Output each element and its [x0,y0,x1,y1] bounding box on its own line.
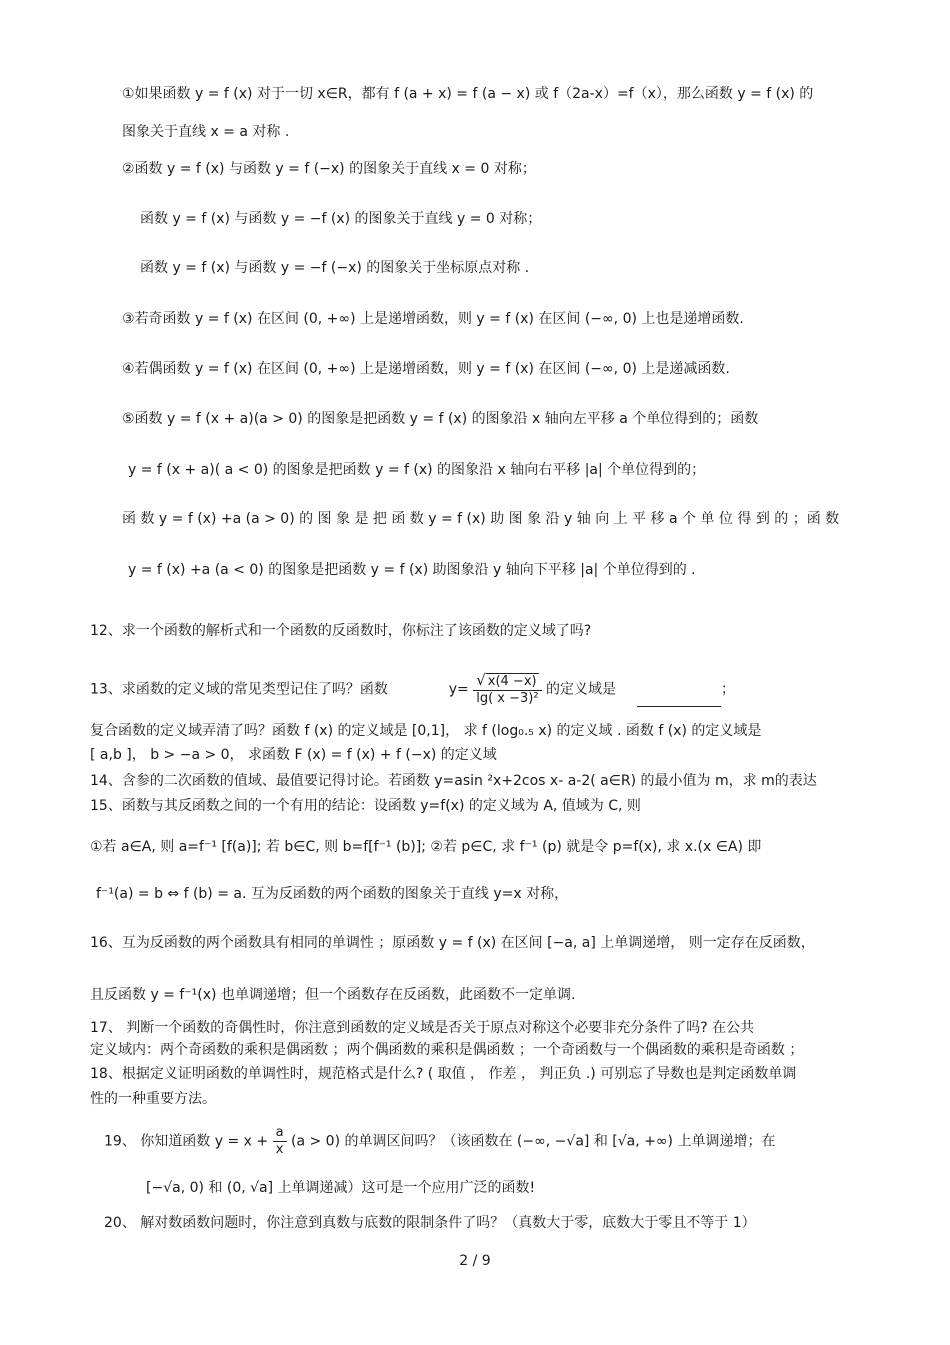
question-19-numerator: a [273,1125,287,1142]
question-19-prefix: 19、 你知道函数 y = x + [104,1133,269,1150]
question-17-line-a: 17、 判断一个函数的奇偶性时，你注意到函数的定义域是否关于原点对称这个必要非充分条件了吗? 在公共 [90,1020,755,1036]
question-13-semicolon: ； [720,681,735,698]
question-12: 12、求一个函数的解析式和一个函数的反函数时，你标注了该函数的定义域了吗? [90,623,592,639]
question-15: 15、函数与其反函数之间的一个有用的结论：设函数 y=f(x) 的定义域为 A, 值域为 C, 则 [90,798,641,814]
question-13 [90,672,735,707]
answer-blank [637,692,721,707]
question-15-line-a: ①若 a∈A, 则 a=f⁻¹ [f(a)]; 若 b∈C, 则 b=f[f⁻¹ (b)]; ②若 p∈C, 求 f⁻¹ (p) 就是令 p=f(x), 求 x.(x ∈A) 即 [90,839,762,855]
question-13-line-b: 复合函数的定义域弄清了吗？函数 f (x) 的定义域是 [0,1]， 求 f (log₀.₅ x) 的定义域 . 函数 f (x) 的定义域是 [90,723,762,739]
question-17-line-b: 定义域内：两个奇函数的乘积是偶函数 ；两个偶函数的乘积是偶函数 ；一个奇函数与一个偶函数的乘积是奇函数 ； [90,1042,804,1058]
item-5-line-a: ⑤函数 y = f (x + a)(a > 0) 的图象是把函数 y = f (x) 的图象沿 x 轴向左平移 a 个单位得到的；函数 [122,411,759,427]
item-1-line-b: 图象关于直线 x = a 对称 . [122,124,290,140]
question-19-denominator: x [275,1142,284,1157]
question-16-line-b: 且反函数 y = f⁻¹(x) 也单调递增；但一个函数存在反函数，此函数不一定单调. [90,987,576,1003]
question-19-fraction [273,1125,287,1158]
question-19-suffix: (a > 0) 的单调区间吗？（该函数在 (−∞, −√a] 和 [√a, +∞) 上单调递增；在 [290,1133,776,1150]
question-19-line-b: [−√a, 0) 和 (0, √a] 上单调递减）这可是一个应用广泛的函数! [146,1180,536,1196]
question-15-line-b: f⁻¹(a) = b ⇔ f (b) = a. 互为反函数的两个函数的图象关于直线 y=x 对称， [96,886,569,902]
question-13-denominator: lg( x −3)² [476,691,539,706]
question-13-fraction: $\frac{√ x(4 -x)}{\text{lg( x −3)²}}$ [473,672,541,707]
item-2-line-c: 函数 y = f (x) 与函数 y = −f (−x) 的图象关于坐标原点对称 . [140,260,530,276]
item-5-line-c: 函 数 y = f (x) +a (a > 0) 的 图 象 是 把 函 数 y = f (x) 助 图 象 沿 y 轴 向 上 平 移 a 个 单 位 得 到 的 ；函 数 [122,511,840,527]
question-13-prefix: 13、求函数的定义域的常见类型记住了吗？函数 [90,681,388,698]
question-20: 20、 解对数函数问题时，你注意到真数与底数的限制条件了吗？（真数大于零，底数大于零且不等于 1） [104,1215,756,1231]
question-19 [104,1125,775,1158]
item-2-line-b: 函数 y = f (x) 与函数 y = −f (x) 的图象关于直线 y = 0 对称； [140,211,542,227]
item-3-line: ③若奇函数 y = f (x) 在区间 (0, +∞) 上是递增函数，则 y = f (x) 在区间 (−∞, 0) 上也是递增函数. [122,311,744,327]
question-14: 14、含参的二次函数的值域、最值要记得讨论。若函数 y=asin ²x+2cos x- a-2( a∈R) 的最小值为 m，求 m的表达 [90,773,817,789]
question-16-line-a: 16、互为反函数的两个函数具有相同的单调性 ；原函数 y = f (x) 在区间 [−a, a] 上单调递增， 则一定存在反函数， [90,935,815,951]
question-18-line-a: 18、根据定义证明函数的单调性时，规范格式是什么? ( 取值 ， 作差 ， 判正负 .) 可别忘了导数也是判定函数单调 [90,1066,797,1082]
item-2-line-a: ②函数 y = f (x) 与函数 y = f (−x) 的图象关于直线 x = 0 对称； [122,161,536,177]
item-5-line-d: y = f (x) +a (a < 0) 的图象是把函数 y = f (x) 助图象沿 y 轴向下平移 |a| 个单位得到的 . [128,562,696,578]
page-number: 2 / 9 [459,1253,491,1269]
item-5-line-b: y = f (x + a)( a < 0) 的图象是把函数 y = f (x) 的图象沿 x 轴向右平移 |a| 个单位得到的； [128,462,706,478]
question-18-line-b: 性的一种重要方法。 [90,1091,216,1107]
question-13-y: y= [448,681,469,698]
item-4-line: ④若偶函数 y = f (x) 在区间 (0, +∞) 上是递增函数，则 y = f (x) 在区间 (−∞, 0) 上是递减函数. [122,361,730,377]
question-13-line-c: [ a,b ]， b > −a > 0， 求函数 F (x) = f (x) + f (−x) 的定义域 [90,747,497,763]
question-13-numerator: x(4 −x) [487,674,537,689]
item-1-line-a: ①如果函数 y = f (x) 对于一切 x∈R，都有 f (a + x) = f (a − x) 或 f（2a-x）=f（x），那么函数 y = f (x) 的 [122,86,814,102]
question-13-suffix: 的定义域是 [546,681,617,698]
